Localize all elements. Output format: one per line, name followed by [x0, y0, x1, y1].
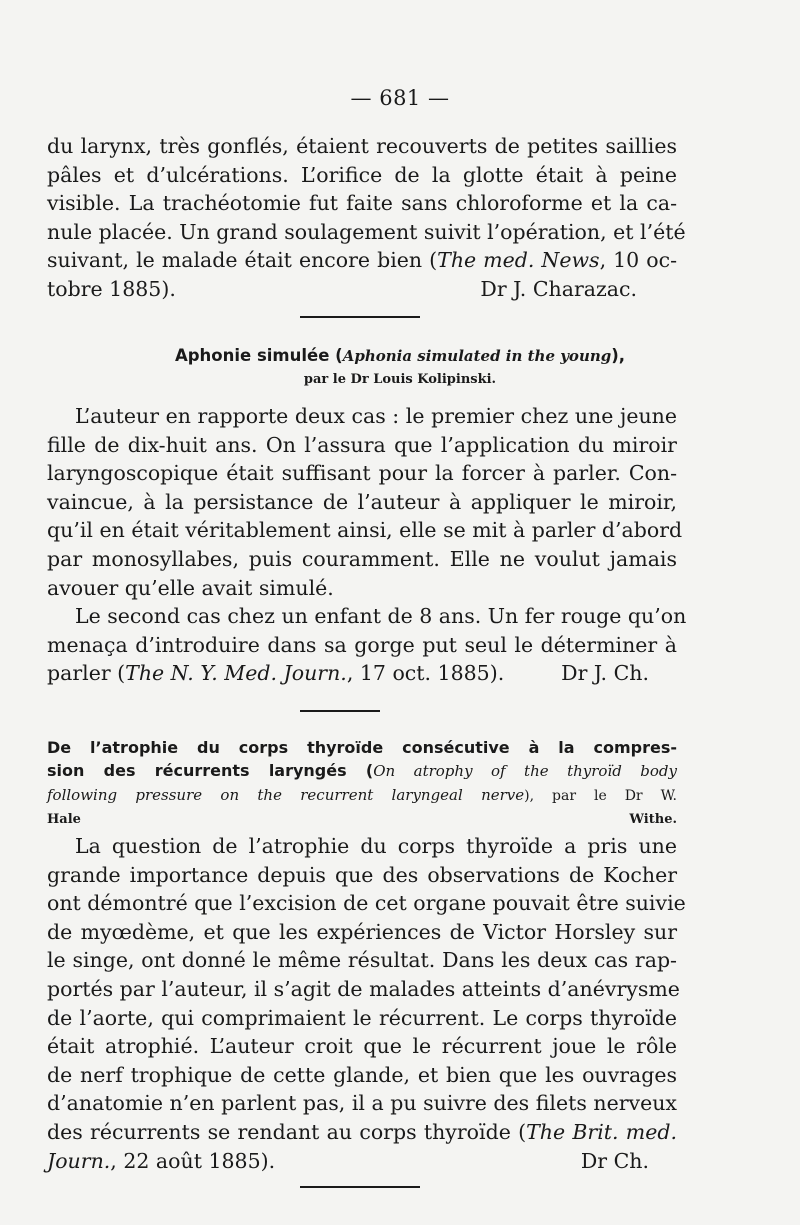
author-signature: Dr J. Charazac. [480, 276, 637, 301]
text-line: de nerf trophique de cette glande, et bien que les ouvrages [47, 1062, 677, 1087]
text-line: du larynx, très gonflés, étaient recouverts de petites saillies [47, 134, 677, 158]
text-line: suivant, le malade était encore bien (The med. News, 10 oc- [47, 248, 678, 273]
citation-journal: The med. News [437, 248, 600, 273]
text-line: menaça d’introduire dans sa gorge put seul le déterminer à [47, 632, 677, 657]
text-line: d’anatomie n’en parlent pas, il a pu suivre des filets nerveux [47, 1091, 677, 1116]
text-line: La question de l’atrophie du corps thyroïde a pris une [75, 834, 677, 858]
text-line: laryngoscopique était suffisant pour la forcer à parler. Con- [47, 461, 677, 486]
text-line: ont démontré que l’excision de cet organe pouvait être suivie [47, 891, 686, 916]
text-line: fille de dix-huit ans. On l’assura que l’application du miroir [47, 432, 677, 457]
text-line: le singe, ont donné le même résultat. Dans les deux cas rap- [47, 948, 677, 973]
text-line: par monosyllabes, puis couramment. Elle ne voulut jamais [47, 546, 677, 571]
citation-journal: The Brit. med. [526, 1119, 677, 1144]
heading-line: De l’atrophie du corps thyroïde consécutive à la compres- [47, 738, 677, 757]
section-1-text [47, 132, 686, 304]
text-line: vaincue, à la persistance de l’auteur à appliquer le miroir, [47, 489, 677, 514]
text-line: de myœdème, et que les expériences de Victor Horsley sur [47, 919, 677, 944]
page-number: — 681 — [350, 86, 450, 110]
text-line: pâles et d’ulcérations. L’orifice de la glotte était à peine [47, 162, 677, 187]
section-divider [300, 316, 420, 318]
section-divider [300, 710, 380, 712]
text-line: visible. La trachéotomie fut faite sans chloroforme et la ca- [47, 191, 677, 216]
citation-journal: Journ. [47, 1148, 111, 1173]
text-line: tobre 1885). Dr J. Charazac. [47, 275, 677, 304]
text-line: grande importance depuis que des observations de Kocher [47, 862, 677, 887]
article-2-body [47, 832, 686, 1175]
text-line: de l’aorte, qui comprimaient le récurrent. Le corps thyroïde [47, 1005, 677, 1030]
text-line: portés par l’auteur, il s’agit de malades atteints d’anévrysme [47, 976, 680, 1001]
article-1-byline: par le Dr Louis Kolipinski. [303, 372, 497, 387]
section-divider [300, 1186, 420, 1188]
article-2-author: Hale Withe. [47, 812, 677, 827]
text-line: avouer qu’elle avait simulé. [47, 575, 334, 600]
text-line: L’auteur en rapporte deux cas : le premier chez une jeune [75, 404, 677, 428]
text-line: Journ., 22 août 1885). Dr Ch. [47, 1147, 677, 1176]
text-line: nule placée. Un grand soulagement suivit l’opération, et l’été [47, 219, 686, 244]
text-line: était atrophié. L’auteur croit que le récurrent joue le rôle [47, 1034, 677, 1059]
article-2-heading [47, 736, 677, 831]
author-signature: Dr Ch. [580, 1148, 649, 1173]
text-line: qu’il en était véritablement ainsi, elle se mit à parler d’abord [47, 518, 683, 543]
article-1-body [47, 402, 687, 688]
author-signature: Dr J. Ch. [561, 661, 649, 686]
text-line: des récurrents se rendant au corps thyroïde (The Brit. med. [47, 1119, 677, 1144]
heading-line: following pressure on the recurrent laryngeal nerve), par le Dr W. [47, 786, 677, 804]
citation-journal: The N. Y. Med. Journ. [125, 661, 347, 686]
text-line: parler (The N. Y. Med. Journ., 17 oct. 1885). Dr J. Ch. [47, 659, 677, 688]
heading-line: sion des récurrents laryngés (On atrophy of the thyroïd body [47, 761, 678, 780]
text-line: Le second cas chez un enfant de 8 ans. Un fer rouge qu’on [75, 604, 687, 629]
article-1-heading: Aphonie simulée (Aphonia simulated in the young), par le Dr Louis Kolipinski. [110, 344, 690, 392]
